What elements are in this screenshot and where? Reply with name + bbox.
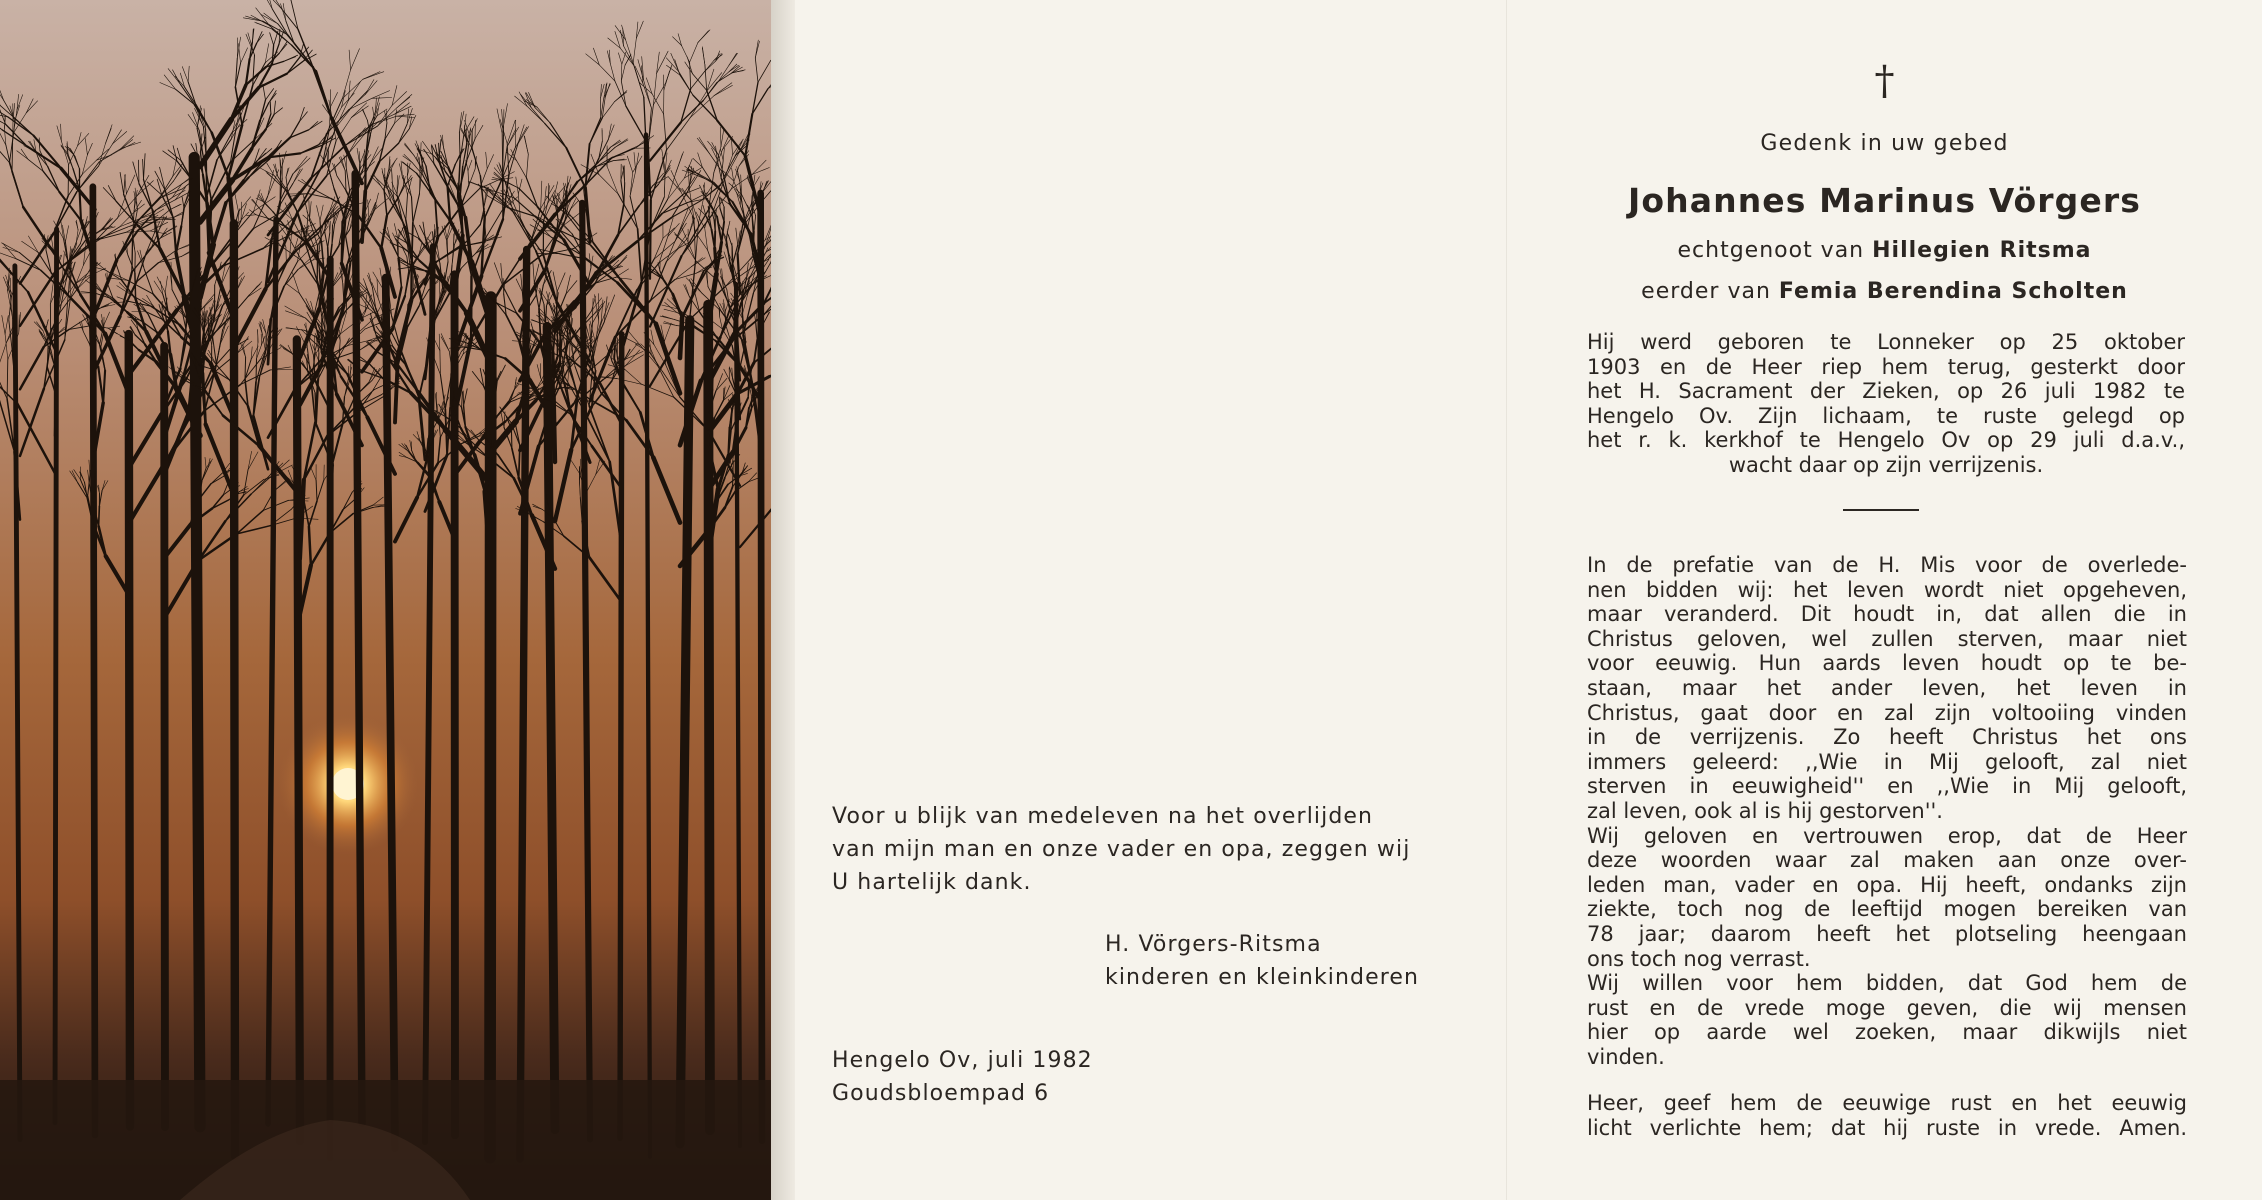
signature-name: H. Vörgers-Ritsma xyxy=(1105,932,1322,957)
biography-line: wacht daar op zijn verrijzenis. xyxy=(1728,452,2044,477)
text-line: nen bidden wij: het leven wordt niet opgeheven, xyxy=(1587,577,2187,602)
text-line: leden man, vader en opa. Hij heeft, ondanks zijn xyxy=(1587,872,2187,897)
text-line: hier op aarde wel zoeken, maar dikwijls niet xyxy=(1587,1020,2187,1045)
text-line: licht verlichte hem; dat hij ruste in vrede. Amen. xyxy=(1587,1115,2187,1140)
text-line: maar veranderd. Dit houdt in, dat allen die in xyxy=(1587,602,2187,627)
place-date: Hengelo Ov, juli 1982 xyxy=(832,1048,1093,1073)
text-line: Heer, geef hem de eeuwige rust en het eeuwig xyxy=(1587,1091,2187,1115)
sunset-trees-image xyxy=(0,0,771,1200)
memorial-panel xyxy=(1507,0,2262,1200)
text-line: immers geleerd: ,,Wie in Mij gelooft, zal niet xyxy=(1587,749,2187,774)
text-line: staan, maar het ander leven, het leven in xyxy=(1587,675,2187,700)
divider xyxy=(1843,509,1919,511)
signature-family: kinderen en kleinkinderen xyxy=(1105,965,1420,990)
sunset-trees-photo xyxy=(0,0,771,1200)
card-fold xyxy=(771,0,795,1200)
address: Goudsbloempad 6 xyxy=(832,1081,1050,1106)
thanks-line: Voor u blijk van medeleven na het overlijden xyxy=(832,804,1374,829)
closing-prayer xyxy=(1587,1091,2187,1140)
cross-icon: † xyxy=(1874,58,1895,104)
biography-line: 1903 en de Heer riep hem terug, gesterkt door xyxy=(1587,354,2185,379)
text-line: in de verrijzenis. Zo heeft Christus het ons xyxy=(1587,725,2187,750)
thanks-line: van mijn man en onze vader en opa, zeggen wij xyxy=(832,837,1411,862)
spouse-name: Hillegien Ritsma xyxy=(1872,238,2092,263)
text-line: voor eeuwig. Hun aards leven houdt op te be- xyxy=(1587,651,2187,676)
signature xyxy=(1105,928,1419,994)
text-line: zal leven, ook al is hij gestorven''. xyxy=(1587,798,1943,823)
biography-line: Hengelo Ov. Zijn lichaam, te ruste gelegd op xyxy=(1587,403,2185,428)
earlier-prefix: eerder van xyxy=(1641,279,1771,304)
biography-line: Hij werd geboren te Lonneker op 25 oktober xyxy=(1587,330,2185,354)
biography-line: het H. Sacrament der Zieken, op 26 juli 1982 te xyxy=(1587,379,2185,403)
text-line: 78 jaar; daarom heeft het plotseling heengaan xyxy=(1587,921,2187,946)
thanks-line: U hartelijk dank. xyxy=(832,870,1032,895)
text-line: deze woorden waar zal maken aan onze over- xyxy=(1587,848,2187,873)
thanks-message xyxy=(832,800,1442,899)
text-line: Wij geloven en vertrouwen erop, dat de Heer xyxy=(1587,823,2187,848)
text-line: ons toch nog verrast. xyxy=(1587,946,1811,971)
text-line: In de prefatie van de H. Mis voor de overlede- xyxy=(1587,553,2187,577)
spouse-line xyxy=(1507,238,2262,263)
text-line: rust en de vrede moge geven, die wij mensen xyxy=(1587,995,2187,1020)
earlier-spouse-name: Femia Berendina Scholten xyxy=(1778,279,2128,304)
text-line: sterven in eeuwigheid'' en ,,Wie in Mij gelooft, xyxy=(1587,774,2187,799)
spouse-prefix: echtgenoot van xyxy=(1677,238,1865,263)
earlier-spouse-line xyxy=(1507,279,2262,304)
text-line: Christus, gaat door en zal zijn voltooiing vinden xyxy=(1587,700,2187,725)
thanks-panel xyxy=(795,0,1507,1200)
biography-line: het r. k. kerkhof te Hengelo Ov op 29 juli d.a.v., xyxy=(1587,428,2185,452)
prayer-text xyxy=(1587,553,2187,1069)
text-line: Wij willen voor hem bidden, dat God hem de xyxy=(1587,971,2187,996)
place-and-date xyxy=(832,1044,1093,1110)
text-line: Christus geloven, wel zullen sterven, maar niet xyxy=(1587,626,2187,651)
text-line: ziekte, toch nog de leeftijd mogen bereiken van xyxy=(1587,897,2187,922)
intro-text: Gedenk in uw gebed xyxy=(1760,131,2009,156)
biography-text xyxy=(1587,330,2185,477)
deceased-name: Johannes Marinus Vörgers xyxy=(1627,181,2142,220)
text-line: vinden. xyxy=(1587,1044,1665,1069)
